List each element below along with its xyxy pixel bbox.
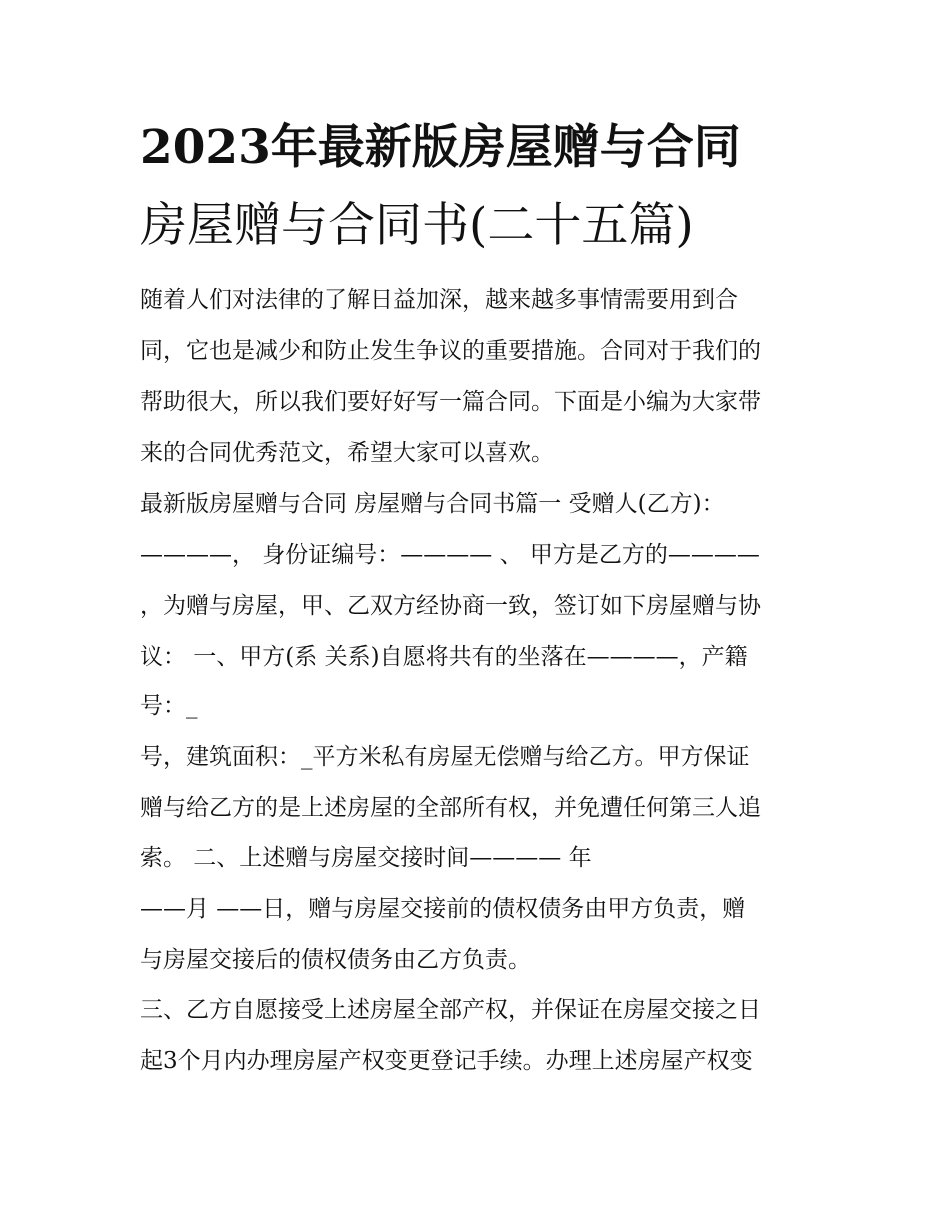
body-line: ，为赠与房屋，甲、乙双方经协商一致，签订如下房屋赠与协 <box>140 593 761 619</box>
body-line: 赠与给乙方的是上述房屋的全部所有权，并免遭任何第三人追 <box>140 795 761 821</box>
body-line: ————， 身份证编号：———— 、 甲方是乙方的———— <box>140 542 760 568</box>
body-line: 起3个月内办理房屋产权变更登记手续。办理上述房屋产权变 <box>140 1048 753 1074</box>
body-line: 随着人们对法律的了解日益加深，越来越多事情需要用到合 <box>140 287 738 313</box>
body-line: 索。 二、上述赠与房屋交接时间———— 年 <box>140 845 592 871</box>
document-title: 2023年最新版房屋赠与合同 <box>140 120 741 175</box>
body-line: 帮助很大，所以我们要好好写一篇合同。下面是小编为大家带 <box>140 389 761 415</box>
body-line: ——月 ——日，赠与房屋交接前的债权债务由甲方负责，赠 <box>140 896 746 922</box>
body-line: 最新版房屋赠与合同 房屋赠与合同书篇一 受赠人(乙方)： <box>140 491 725 517</box>
document-subtitle: 房屋赠与合同书(二十五篇) <box>140 198 694 253</box>
body-line: 议： 一、甲方(系 关系)自愿将共有的坐落在————，产籍 <box>140 644 748 670</box>
body-line: 同，它也是减少和防止发生争议的重要措施。合同对于我们的 <box>140 338 761 364</box>
body-line: 号：_ <box>140 693 198 719</box>
body-line: 与房屋交接后的债权债务由乙方负责。 <box>140 947 531 973</box>
body-line: 来的合同优秀范文，希望大家可以喜欢。 <box>140 440 554 466</box>
body-line: 号，建筑面积：_平方米私有房屋无偿赠与给乙方。甲方保证 <box>140 744 750 770</box>
body-line: 三、乙方自愿接受上述房屋全部产权，并保证在房屋交接之日 <box>140 997 761 1023</box>
